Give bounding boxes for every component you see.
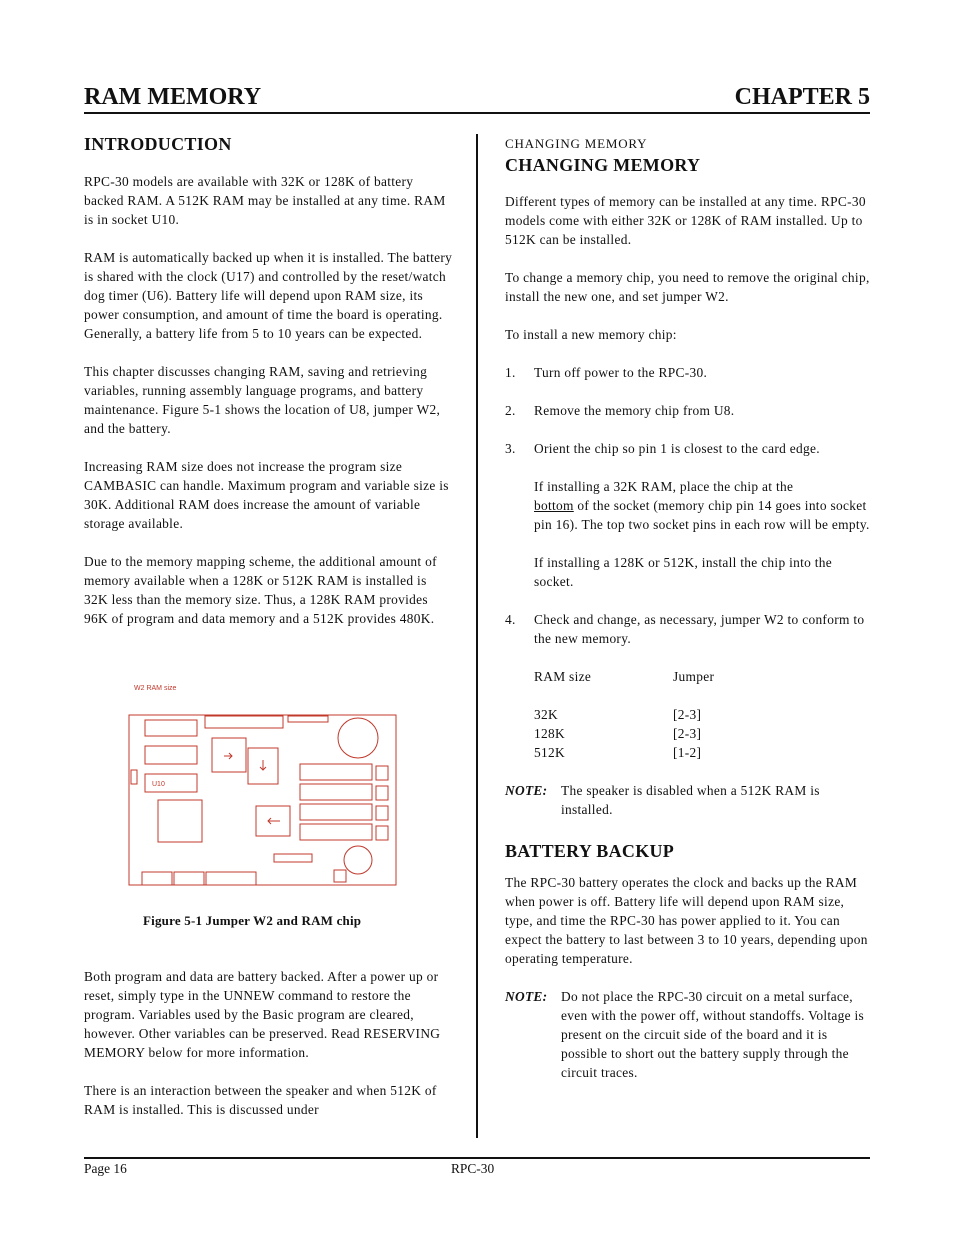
jumper-table bbox=[534, 667, 873, 762]
header-title: RAM MEMORY bbox=[84, 84, 262, 110]
bottom-emphasis: bottom bbox=[534, 498, 574, 513]
note: NOTE: The speaker is disabled when a 512K RAM is installed. bbox=[505, 783, 820, 817]
left-column-lower bbox=[84, 967, 454, 1119]
w2-label: W2 RAM size bbox=[134, 685, 177, 692]
header-chapter: CHAPTER 5 bbox=[734, 84, 870, 110]
chip bbox=[145, 720, 197, 736]
battery bbox=[338, 718, 378, 758]
board-diagram bbox=[128, 682, 398, 887]
jumper bbox=[376, 786, 388, 800]
jumper bbox=[376, 806, 388, 820]
footer-product: RPC-30 bbox=[451, 1161, 495, 1176]
table-row: 512K [1-2] bbox=[534, 745, 702, 760]
table-row: 128K [2-3] bbox=[534, 726, 702, 741]
figure-caption: Figure 5-1 Jumper W2 and RAM chip bbox=[143, 913, 362, 928]
note: NOTE: Do not place the RPC-30 circuit on a metal surface, even with the power off, without standoffs. Voltage is present on the circuit side of the board and it is possible to short out the battery supply through the circuit traces. bbox=[505, 989, 865, 1080]
paragraph: This chapter discusses changing RAM, saving and retrieving variables, running assembly language programs, and battery maintenance. Figure 5-1 shows the location of U8, jumper W2, and the battery. bbox=[84, 364, 441, 436]
step-detail: If installing a 128K or 512K, install the chip into the socket. bbox=[534, 555, 833, 589]
install-steps bbox=[505, 363, 873, 458]
chip bbox=[300, 764, 372, 780]
paragraph: Both program and data are battery backed. After a power up or reset, simply type in the UNNEW command to restore the program. Variables used by the Basic program are cleared, however. Other variables can be preserved. Read RESERVING MEMORY below for more information. bbox=[84, 969, 441, 1060]
terminal bbox=[174, 872, 204, 885]
terminal bbox=[142, 872, 172, 885]
connector bbox=[274, 854, 312, 862]
table-header: RAM size Jumper bbox=[534, 669, 715, 684]
u10-label: U10 bbox=[152, 781, 165, 788]
introduction-heading: INTRODUCTION bbox=[84, 134, 232, 154]
battery-backup-heading: BATTERY BACKUP bbox=[505, 841, 675, 861]
left-column bbox=[84, 132, 454, 628]
terminal bbox=[334, 870, 346, 882]
paragraph: There is an interaction between the speaker and when 512K of RAM is installed. This is discussed under bbox=[84, 1083, 437, 1117]
paragraph: To change a memory chip, you need to remove the original chip, install the new one, and set jumper W2. bbox=[505, 270, 870, 304]
step-item: 3. Orient the chip so pin 1 is closest to the card edge. bbox=[505, 441, 820, 456]
paragraph: Increasing RAM size does not increase the program size CAMBASIC can handle. Maximum program and variable size is 30K. Additional RAM does increase the amount of variable storage available. bbox=[84, 459, 449, 531]
paragraph: The RPC-30 battery operates the clock and backs up the RAM when power is off. Battery life will depend upon RAM size, type, and time the RPC-30 has power applied to it. You can expect the battery to last between 3 to 10 years, depending upon operating temperature. bbox=[505, 875, 868, 966]
section-kicker: CHANGING MEMORY bbox=[505, 136, 648, 151]
changing-memory-heading: CHANGING MEMORY bbox=[505, 155, 701, 175]
jumper bbox=[376, 826, 388, 840]
terminal bbox=[206, 872, 256, 885]
footer-rule bbox=[84, 1157, 870, 1159]
step-item: 4. Check and change, as necessary, jumper W2 to conform to the new memory. bbox=[505, 612, 865, 646]
step-item: 1. Turn off power to the RPC-30. bbox=[505, 365, 708, 380]
chip bbox=[158, 800, 202, 842]
connector bbox=[131, 770, 137, 784]
right-column bbox=[505, 132, 873, 1082]
step-item: 2. Remove the memory chip from U8. bbox=[505, 403, 735, 418]
chip bbox=[300, 824, 372, 840]
capacitor bbox=[344, 846, 372, 874]
chip bbox=[300, 804, 372, 820]
paragraph: Due to the memory mapping scheme, the additional amount of memory available when a 128K or 512K RAM is installed is 32K less than the memory size. Thus, a 128K RAM provides 96K of program and data memory and a 512K provides 480K. bbox=[84, 554, 437, 626]
header-rule bbox=[84, 112, 870, 114]
chip bbox=[300, 784, 372, 800]
paragraph: RPC-30 models are available with 32K or 128K of battery backed RAM. A 512K RAM may be installed at any time. RAM is in socket U10. bbox=[84, 174, 446, 227]
paragraph: To install a new memory chip: bbox=[505, 327, 677, 342]
jumper-w2 bbox=[288, 716, 328, 722]
jumper bbox=[376, 766, 388, 780]
step-detail: If installing a 32K RAM, place the chip at the bottom of the socket (memory chip pin 14 goes into socket pin 16). The top two socket pins in each row will be empty. bbox=[534, 479, 870, 532]
chip-u8 bbox=[212, 738, 246, 772]
page-number: Page 16 bbox=[84, 1161, 127, 1176]
connector bbox=[205, 716, 283, 728]
chip bbox=[145, 746, 197, 764]
column-divider bbox=[476, 134, 478, 1138]
paragraph: Different types of memory can be installed at any time. RPC-30 models come with either 32K or 128K of RAM installed. Up to 512K can be installed. bbox=[505, 194, 866, 247]
paragraph: RAM is automatically backed up when it is installed. The battery is shared with the clock (U17) and controlled by the reset/watch dog timer (U6). Battery life will depend upon RAM size, its power consumption, and amount of time the board is operating. Generally, a battery life from 5 to 10 years can be expected. bbox=[84, 250, 453, 341]
table-row: 32K [2-3] bbox=[534, 707, 702, 722]
